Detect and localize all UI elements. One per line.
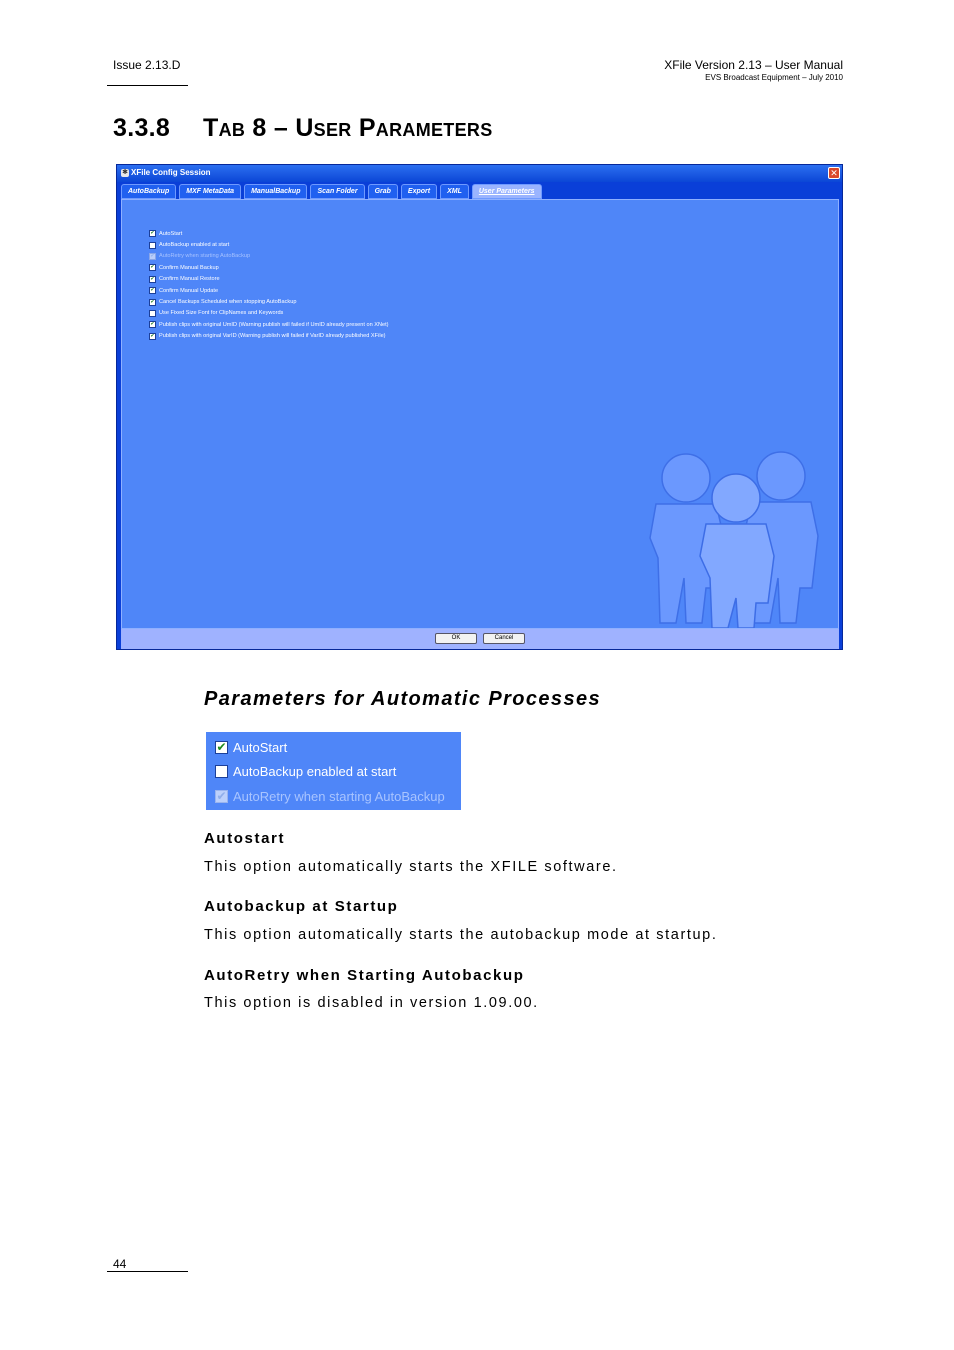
checkbox-checked-icon[interactable]: ✔ bbox=[216, 739, 227, 754]
issue-label: Issue 2.13.D bbox=[113, 58, 181, 72]
config-window bbox=[116, 164, 843, 650]
window-title: XFile Config Session bbox=[131, 168, 211, 177]
checkbox-checked-icon[interactable]: ✔ bbox=[150, 264, 155, 271]
autobackup-heading: Autobackup at Startup bbox=[204, 898, 399, 915]
autobackup-text: This option automatically starts the autobackup mode at startup. bbox=[204, 927, 718, 943]
option-label: Publish clips with original UmID (Warning publish will failed if UmID already present on XNet) bbox=[159, 321, 389, 328]
option-label: AutoBackup enabled at start bbox=[159, 242, 230, 249]
option-row[interactable] bbox=[149, 319, 389, 330]
autostart-heading: Autostart bbox=[204, 830, 286, 847]
checkbox-checked-icon: ✔ bbox=[216, 788, 227, 803]
tab-scan-folder[interactable]: Scan Folder bbox=[310, 184, 364, 199]
tab-user-parameters[interactable]: User Parameters bbox=[472, 184, 542, 199]
tab-mxf-metadata[interactable]: MXF MetaData bbox=[179, 184, 241, 199]
checkbox-checked-icon[interactable]: ✔ bbox=[150, 287, 155, 294]
section-title: Tab 8 – User Parameters bbox=[203, 114, 493, 142]
tab-manualbackup[interactable]: ManualBackup bbox=[244, 184, 307, 199]
close-icon[interactable]: ✕ bbox=[828, 167, 840, 179]
tab-xml[interactable]: XML bbox=[440, 184, 469, 199]
option-row[interactable] bbox=[149, 308, 389, 319]
option-label: AutoStart bbox=[159, 230, 183, 237]
cancel-button[interactable]: Cancel bbox=[483, 633, 525, 644]
option-label: Cancel Backups Scheduled when stopping AutoBackup bbox=[159, 299, 297, 306]
tab-autobackup[interactable]: AutoBackup bbox=[121, 184, 176, 199]
checkbox-checked-icon[interactable]: ✔ bbox=[150, 230, 155, 237]
option-label: Confirm Manual Backup bbox=[159, 264, 219, 271]
option-row[interactable] bbox=[149, 228, 389, 239]
tab-grab[interactable]: Grab bbox=[368, 184, 398, 199]
section-number: 3.3.8 bbox=[113, 114, 171, 142]
footer-rule bbox=[107, 1271, 188, 1272]
autoretry-text: This option is disabled in version 1.09.00. bbox=[204, 995, 539, 1011]
crop-option-label: AutoStart bbox=[233, 739, 288, 755]
option-label: Use Fixed Size Font for ClipNames and Keywords bbox=[159, 310, 284, 317]
crop-option-row[interactable] bbox=[215, 762, 396, 782]
crop-option-label: AutoRetry when starting AutoBackup bbox=[233, 788, 445, 804]
crop-option-label: AutoBackup enabled at start bbox=[233, 764, 397, 779]
checkbox-checked-icon: ✔ bbox=[150, 252, 155, 259]
checkbox-checked-icon[interactable]: ✔ bbox=[150, 332, 155, 339]
option-row[interactable] bbox=[149, 331, 389, 342]
tab-export[interactable]: Export bbox=[401, 184, 437, 199]
option-row[interactable] bbox=[149, 296, 389, 307]
tab-strip bbox=[121, 184, 542, 199]
autoretry-heading: AutoRetry when Starting Autobackup bbox=[204, 967, 525, 984]
window-titlebar bbox=[117, 165, 842, 182]
autostart-text: This option automatically starts the XFILE software. bbox=[204, 859, 618, 875]
option-row[interactable] bbox=[149, 262, 389, 273]
option-label: Confirm Manual Restore bbox=[159, 276, 220, 283]
running-header bbox=[664, 58, 843, 82]
user-parameters-panel bbox=[121, 199, 839, 629]
header-rule bbox=[107, 85, 188, 86]
checkbox-checked-icon[interactable]: ✔ bbox=[150, 298, 155, 305]
option-label: AutoRetry when starting AutoBackup bbox=[159, 253, 251, 260]
app-icon: ✱ bbox=[122, 169, 128, 176]
options-list bbox=[149, 228, 389, 342]
checkbox-unchecked-icon[interactable] bbox=[215, 765, 228, 778]
users-watermark-icon bbox=[636, 438, 826, 628]
checkbox-checked-icon[interactable]: ✔ bbox=[150, 275, 155, 282]
subsection-title: Parameters for Automatic Processes bbox=[204, 688, 602, 710]
crop-option-row[interactable] bbox=[215, 737, 287, 757]
manual-title: XFile Version 2.13 – User Manual bbox=[664, 58, 843, 72]
option-row[interactable] bbox=[149, 285, 389, 296]
publisher-line: EVS Broadcast Equipment – July 2010 bbox=[705, 73, 843, 82]
section-heading bbox=[113, 114, 493, 143]
dialog-button-bar bbox=[121, 629, 839, 649]
automatic-processes-crop bbox=[206, 732, 461, 810]
option-row[interactable] bbox=[149, 274, 389, 285]
crop-option-row bbox=[215, 786, 445, 806]
page-number: 44 bbox=[113, 1257, 127, 1271]
ok-button[interactable]: OK bbox=[435, 633, 477, 644]
checkbox-checked-icon[interactable]: ✔ bbox=[150, 321, 155, 328]
option-label: Publish clips with original VarID (Warning publish will failed if VarID already published XFile) bbox=[159, 333, 386, 340]
option-label: Confirm Manual Update bbox=[159, 287, 219, 294]
checkbox-unchecked-icon[interactable] bbox=[149, 242, 156, 249]
option-row bbox=[149, 251, 389, 262]
checkbox-unchecked-icon[interactable] bbox=[149, 310, 156, 317]
option-row[interactable] bbox=[149, 239, 389, 250]
